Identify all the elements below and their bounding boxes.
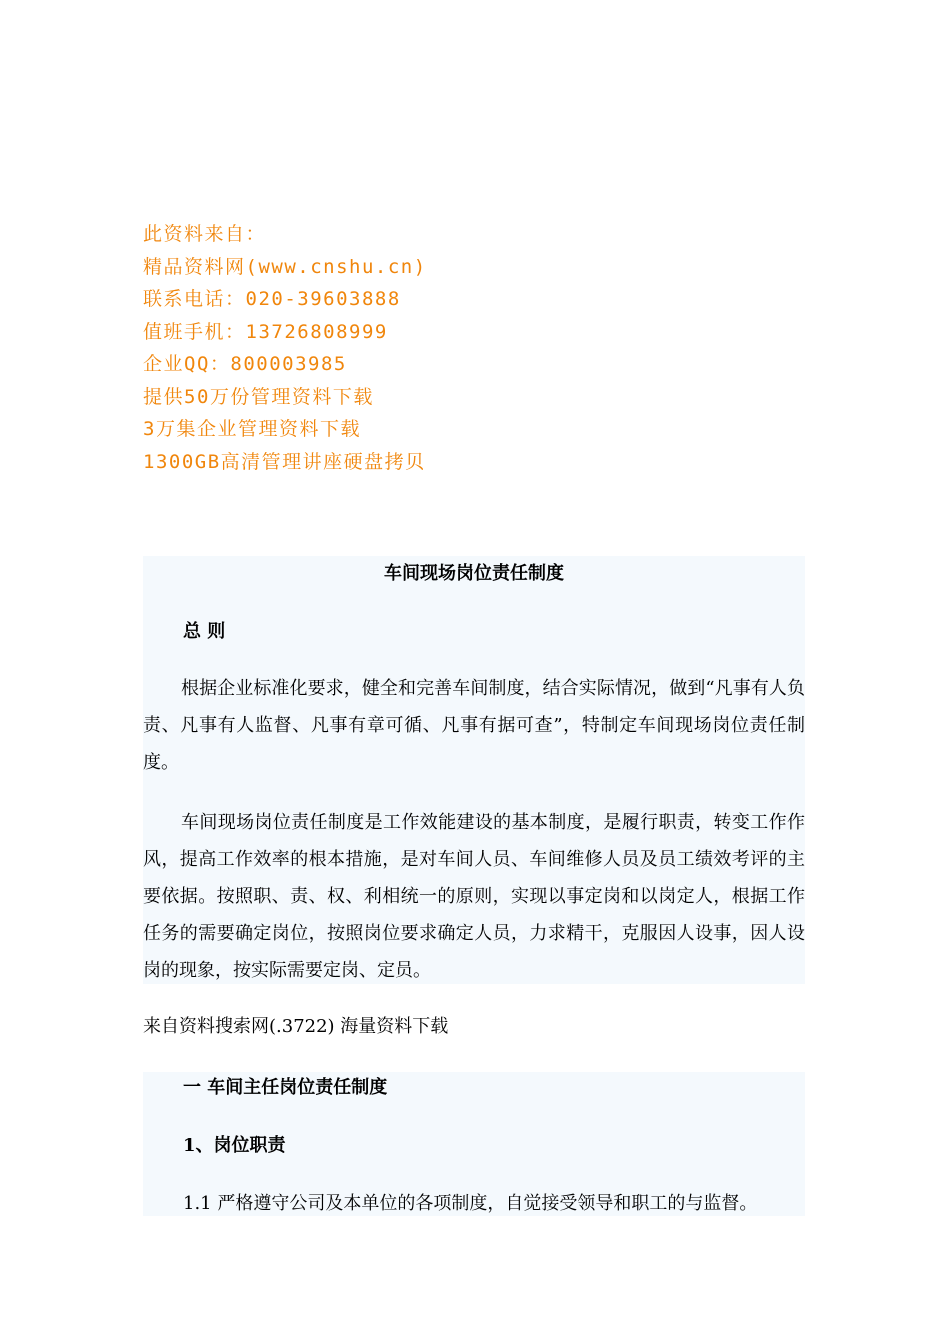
footer-note: 来自资料搜索网(.3722) 海量资料下载	[143, 1016, 449, 1037]
general-heading: 总 则	[183, 621, 226, 642]
source-line-offer-3: 1300GB高清管理讲座硬盘拷贝	[143, 450, 426, 473]
source-info-block	[143, 218, 743, 478]
paragraph-principles: 车间现场岗位责任制度是工作效能建设的基本制度，是履行职责，转变工作作风，提高工作效率的根本措施，是对车间人员、车间维修人员及员工绩效考评的主要依据。按照职、责、权、利相统一的原则，实现以事定岗和以岗定人，根据工作任务的需要确定岗位，按照岗位要求确定人员，力求精干，克服因人设事，因人设岗的现象，按实际需要定岗、定员。	[143, 812, 805, 981]
paragraph-purpose: 根据企业标准化要求，健全和完善车间制度，结合实际情况，做到“凡事有人负责、凡事有人监督、凡事有章可循、凡事有据可查”，特制定车间现场岗位责任制度。	[143, 678, 805, 773]
item-1-1: 1.1 严格遵守公司及本单位的各项制度，自觉接受领导和职工的与监督。	[183, 1193, 758, 1214]
section-one-subheading: 1、岗位职责	[183, 1135, 286, 1156]
section-one-heading: 一 车间主任岗位责任制度	[183, 1077, 388, 1098]
source-line-offer-2: 3万集企业管理资料下载	[143, 418, 361, 440]
source-line-website[interactable]: 精品资料网(www.cnshu.cn)	[143, 255, 427, 278]
source-line-offer-1: 提供50万份管理资料下载	[143, 385, 374, 408]
source-line-phone: 联系电话：020-39603888	[143, 288, 401, 310]
document-title: 车间现场岗位责任制度	[384, 563, 564, 584]
source-line-from: 此资料来自：	[143, 223, 267, 245]
section-one-panel	[143, 1072, 805, 1216]
source-line-mobile: 值班手机：13726808999	[143, 320, 388, 343]
source-line-qq: 企业QQ：800003985	[143, 353, 347, 375]
document-intro-panel	[143, 556, 805, 984]
